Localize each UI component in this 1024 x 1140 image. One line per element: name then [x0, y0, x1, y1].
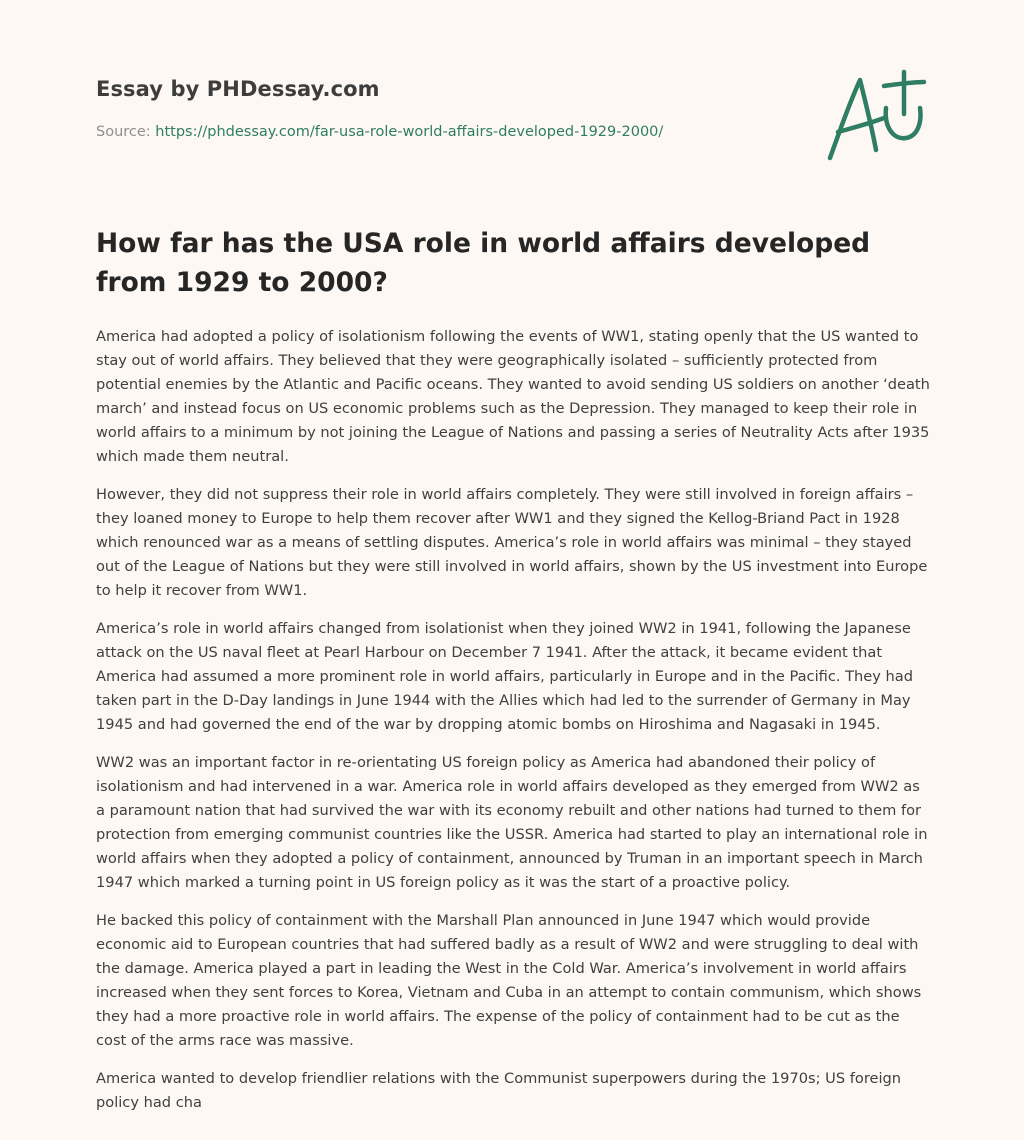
source-line: [96, 124, 663, 140]
essay-paragraph: America wanted to develop friendlier relations with the Communist superpowers during the 1970s; US foreign policy had cha: [96, 1070, 902, 1111]
essay-paragraph: America’s role in world affairs changed from isolationist when they joined WW2 in 1941, following the Japanese attack on the US naval fleet at Pearl Harbour on December 7 1941. After the attack, it became evident that America had assumed a more prominent role in world affairs, particularly in Europe and in the Pacific. They had taken part in the D-Day landings in June 1944 with the Allies which had led to the surrender of Germany in May 1945 and had governed the end of the war by dropping atomic bombs on Hiroshima and Nagasaki in 1945.: [96, 620, 913, 733]
essay-paragraph: He backed this policy of containment with the Marshall Plan announced in June 1947 which would provide economic aid to European countries that had suffered badly as a result of WW2 and were struggling to deal with the damage. America played a part in leading the West in the Cold War. America’s involvement in world affairs increased when they sent forces to Korea, Vietnam and Cuba in an attempt to contain communism, which shows they had a more proactive role in world affairs. The expense of the policy of containment had to be cut as the cost of the arms race was massive.: [96, 912, 922, 1049]
essay-body: [96, 325, 932, 1129]
a-plus-logo-icon: [824, 68, 928, 164]
source-link[interactable]: https://phdessay.com/far-usa-role-world-affairs-developed-1929-2000/: [155, 124, 664, 140]
essay-paragraph: However, they did not suppress their role in world affairs completely. They were still involved in foreign affairs – they loaned money to Europe to help them recover after WW1 and they signed the Kellog-Briand Pact in 1928 which renounced war as a means of settling disputes. America’s role in world affairs was minimal – they stayed out of the League of Nations but they were still involved in world affairs, shown by the US investment into Europe to help it recover from WW1.: [96, 486, 928, 599]
a-plus-logo: [824, 68, 928, 164]
brand-title: Essay by PHDessay.com: [96, 77, 380, 101]
essay-title: How far has the USA role in world affairs developed from 1929 to 2000?: [96, 228, 871, 298]
source-label: Source:: [96, 124, 151, 140]
essay-paragraph: WW2 was an important factor in re-orientating US foreign policy as America had abandoned their policy of isolationism and had intervened in a war. America role in world affairs developed as they emerged from WW2 as a paramount nation that had survived the war with its economy rebuilt and other nations had turned to them for protection from emerging communist countries like the USSR. America had started to play an international role in world affairs when they adopted a policy of containment, announced by Truman in an important speech in March 1947 which marked a turning point in US foreign policy as it was the start of a proactive policy.: [96, 754, 928, 891]
essay-paragraph: America had adopted a policy of isolationism following the events of WW1, stating openly that the US wanted to stay out of world affairs. They believed that they were geographically isolated – sufficiently protected from potential enemies by the Atlantic and Pacific oceans. They wanted to avoid sending US soldiers on another ‘death march’ and instead focus on US economic problems such as the Depression. They managed to keep their role in world affairs to a minimum by not joining the League of Nations and passing a series of Neutrality Acts after 1935 which made them neutral.: [96, 328, 930, 465]
